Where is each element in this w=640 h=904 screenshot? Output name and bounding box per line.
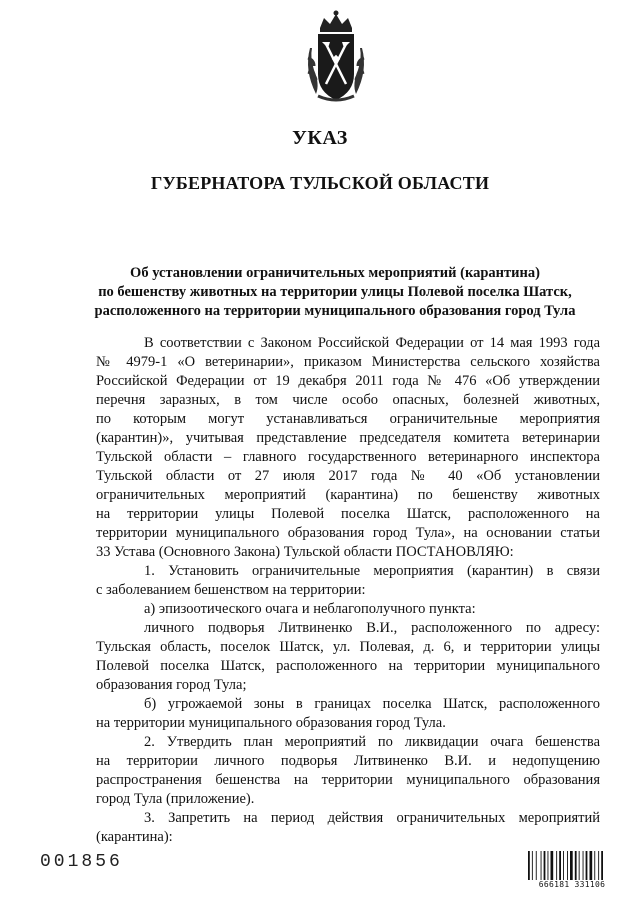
body-line: 1. Установить ограничительные мероприятия (карантин) в связи — [144, 563, 600, 579]
body-line: 2. Утвердить план мероприятий по ликвидации очага бешенства — [144, 734, 600, 750]
coat-of-arms-icon — [300, 8, 372, 108]
body-line: Полевой поселка Шатск, расположенного на территории муниципального — [96, 658, 600, 674]
body-line: на территории личного подворья Литвиненко В.И. и недопущению — [96, 753, 600, 769]
body-line: по которым могут устанавливаться ограничительные мероприятия — [96, 411, 600, 427]
title-line: Об установлении ограничительных мероприятий (карантина) — [130, 265, 540, 281]
body-line: перечня заразных, в том числе особо опасных, болезней животных, — [96, 392, 600, 408]
body-line: распространения бешенства на территории муниципального образования — [96, 772, 600, 788]
body-line: Российской Федерации от 19 декабря 2011 года № 476 «Об утверждении — [96, 373, 600, 389]
registration-number: 001856 — [40, 852, 123, 872]
body-line: город Тула (приложение). — [96, 791, 255, 807]
title-line: расположенного на территории муниципального образования город Тула — [94, 303, 576, 319]
body-line: с заболеванием бешенством на территории: — [96, 582, 366, 598]
body-line: (карантина): — [96, 829, 173, 845]
body-line: Тульской области от 27 июля 2017 года № 40 «Об установлении — [96, 468, 600, 484]
body-line: № 4979-1 «О ветеринарии», приказом Министерства сельского хозяйства — [96, 354, 600, 370]
barcode-number: 666181 331106 — [527, 880, 617, 889]
body-line: Тульской области – главного государственного ветеринарного инспектора — [96, 449, 600, 465]
body-line: образования город Тула; — [96, 677, 247, 693]
body-line: личного подворья Литвиненко В.И., расположенного по адресу: — [144, 620, 600, 636]
body-line: на территории муниципального образования город Тула. — [96, 715, 446, 731]
document-type-heading: УКАЗ — [292, 127, 348, 149]
document-issuer-heading: ГУБЕРНАТОРА ТУЛЬСКОЙ ОБЛАСТИ — [150, 173, 490, 193]
title-line: по бешенству животных на территории улицы Полевой поселка Шатск, — [98, 284, 572, 300]
body-line: б) угрожаемой зоны в границах поселка Шатск, расположенного — [144, 696, 600, 712]
body-line: на территории улицы Полевой поселка Шатск, расположенного на — [96, 506, 600, 522]
body-line: В соответствии с Законом Российской Федерации от 14 мая 1993 года — [144, 335, 600, 351]
body-line: 3. Запретить на период действия ограничительных мероприятий — [144, 810, 600, 826]
body-line: а) эпизоотического очага и неблагополучного пункта: — [144, 601, 476, 617]
body-line: Тульская область, поселок Шатск, ул. Полевая, д. 6, и территории улицы — [96, 639, 600, 655]
body-line: 33 Устава (Основного Закона) Тульской области ПОСТАНОВЛЯЮ: — [96, 544, 514, 560]
body-line: территории муниципального образования город Тула», на основании статьи — [96, 525, 600, 541]
document-body — [96, 334, 600, 847]
body-line: (карантин)», учитывая представление председателя комитета ветеринарии — [96, 430, 600, 446]
document-title — [80, 264, 590, 321]
body-line: ограничительных мероприятий (карантина) по бешенству животных — [96, 487, 600, 503]
